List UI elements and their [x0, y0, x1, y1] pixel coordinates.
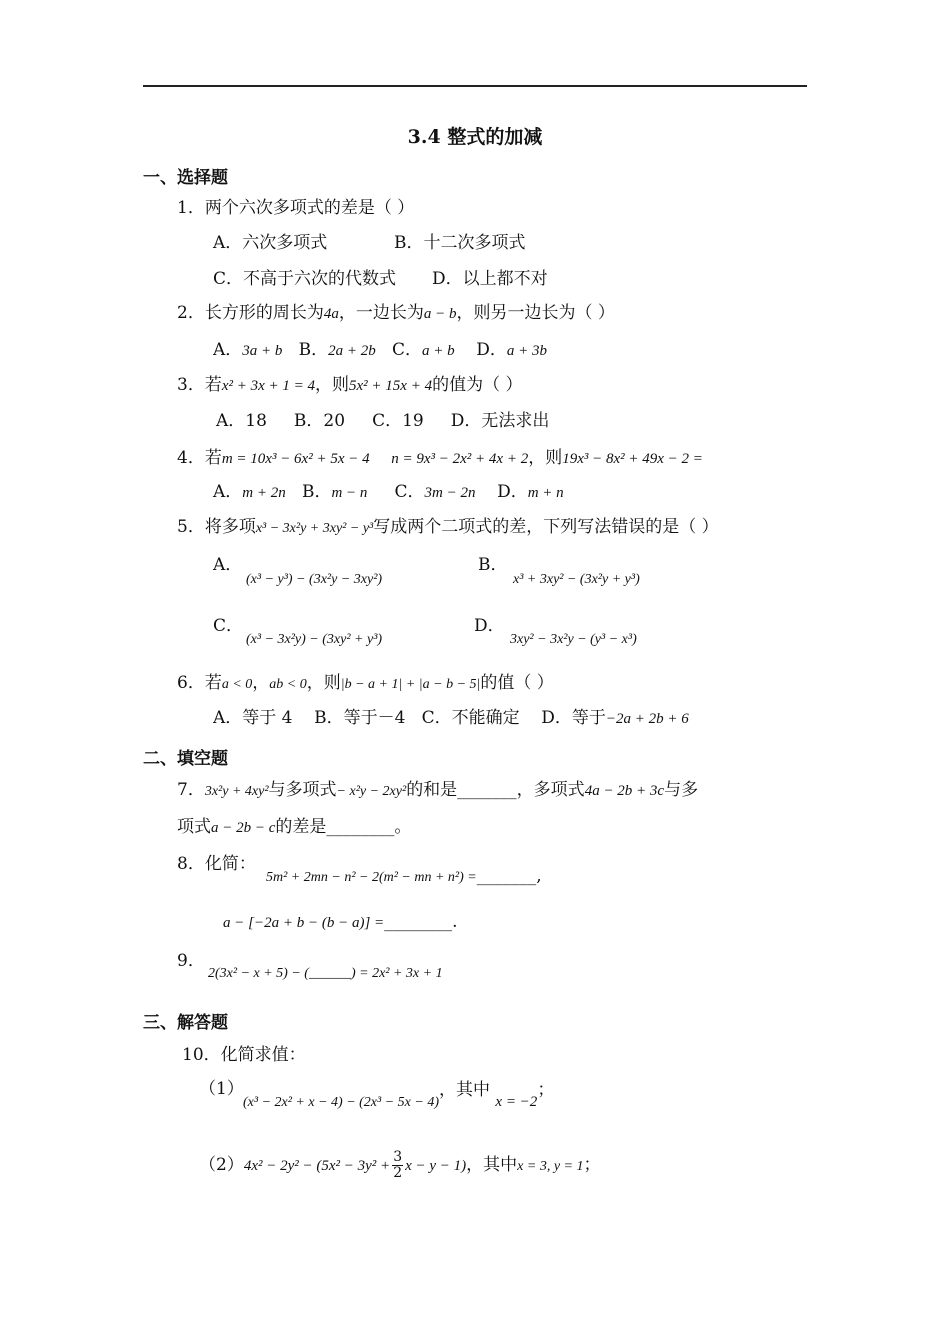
- q2-a-expr: 3a + b: [242, 343, 283, 359]
- q6-options-text: A．等于 4 B．等于－4 C．不能确定 D．等于: [213, 708, 606, 728]
- q2-c-label: C．: [391, 340, 422, 360]
- section-solve: 三、解答题: [143, 1013, 228, 1033]
- q6-expr-ab: ab < 0: [269, 677, 307, 692]
- fraction-numerator: 3: [393, 1149, 403, 1165]
- q1-option-d: D．以上都不对: [432, 269, 548, 289]
- q8-expr1: 5m² + 2mn − n² − 2(m² − mn + n²) =: [266, 870, 477, 885]
- q5-b-label: B．: [478, 555, 508, 575]
- q8-line1: [266, 864, 542, 890]
- q4-stem: [177, 446, 703, 471]
- q5-a-expr: (x³ − y³) − (3x²y − 3xy²): [246, 572, 383, 587]
- q10-p2-cond: x = 3, y = 1: [517, 1159, 584, 1174]
- q10-p1-cond: x = −2: [495, 1094, 538, 1110]
- fraction-three-halves: [392, 1150, 403, 1181]
- q5-stem-pre: 5．将多项: [177, 517, 256, 537]
- q7-line2-post: 的差是________。: [275, 817, 412, 837]
- q7-expr2: − x²y − 2xy²: [336, 784, 407, 799]
- q6-stem-pre: 6．若: [177, 673, 222, 693]
- q2-stem: [177, 301, 615, 326]
- q10-p2-end: ；: [583, 1155, 601, 1175]
- q5-d-label: D．: [474, 616, 505, 636]
- section-multiple-choice: 一、选择题: [143, 168, 228, 188]
- q6-expr-abs: |b − a + 1| + |a − b − 5|: [340, 677, 481, 692]
- q10-p1-expr: (x³ − 2x² + x − 4) − (2x³ − 5x − 4): [243, 1095, 439, 1110]
- q4-b-label: B．: [301, 482, 332, 502]
- q2-stem-pre: 2．长方形的周长为: [177, 303, 324, 323]
- q4-d-label: D．: [497, 482, 528, 502]
- q8-blank2: ________.: [384, 912, 458, 932]
- q4-b-expr: m − n: [331, 485, 368, 501]
- q4-c-label: C．: [394, 482, 425, 502]
- q8-label: 8．化简：: [177, 854, 256, 874]
- q4-expr-m: m = 10x³ − 6x² + 5x − 4: [221, 451, 370, 467]
- q7-expr3: 4a − 2b + 3c: [584, 783, 665, 799]
- q3-options: A．18 B．20 C．19 D．无法求出: [216, 411, 550, 431]
- q6-d-expr: −2a + 2b + 6: [605, 711, 689, 727]
- q7-t3: 与多: [664, 780, 699, 800]
- q3-stem-pre: 3．若: [177, 375, 222, 395]
- q10-p1-label: （1）: [199, 1079, 244, 1099]
- q7-expr1: 3x²y + 4xy²: [204, 784, 269, 799]
- q2-d-expr: a + 3b: [506, 343, 547, 359]
- q5-a-label: A．: [213, 555, 243, 575]
- q3-expr-target: 5x² + 15x + 4: [349, 378, 433, 394]
- q5-stem-post: 写成两个二项式的差，下列写法错误的是（ ）: [373, 517, 719, 537]
- q4-d-expr: m + n: [527, 485, 564, 501]
- q4-stem-mid: ，则: [528, 448, 563, 468]
- q6-stem-mid: ，则: [306, 673, 341, 693]
- q2-c-expr: a + b: [421, 343, 455, 359]
- q8-line2: [223, 910, 458, 935]
- q5-a-expr-wrap: [246, 566, 382, 592]
- q5-c-label: C．: [213, 616, 244, 636]
- q6-expr-a: a < 0: [221, 677, 253, 692]
- q5-c-expr: (x³ − 3x²y) − (3xy² + y³): [246, 632, 383, 647]
- q10-p2: [199, 1150, 601, 1181]
- q10-p1: [243, 1078, 555, 1110]
- q4-options: [213, 480, 564, 505]
- q5-stem: [177, 515, 719, 541]
- q8-blank1: _______,: [476, 866, 542, 886]
- q8-expr2: a − [−2a + b − (b − a)] =: [223, 915, 385, 931]
- q2-options: [213, 338, 547, 363]
- q4-a-expr: m + 2n: [242, 485, 286, 501]
- q10-p2-expr-a: 4x² − 2y² − (5x² − 3y² +: [243, 1158, 391, 1174]
- q6-options: [213, 706, 689, 731]
- q2-b-expr: 2a + 2b: [328, 343, 376, 359]
- q2-d-label: D．: [476, 340, 507, 360]
- q7-t2: 的和是_______，多项式: [406, 780, 585, 800]
- q10-stem: 10．化简求值：: [182, 1045, 306, 1065]
- q2-b-label: B．: [298, 340, 329, 360]
- q7-line2-pre: 项式: [177, 817, 211, 837]
- q9-expr: 2(3x² − x + 5) − (______) = 2x² + 3x + 1: [208, 966, 443, 981]
- q2-stem-mid: ，一边长为: [338, 303, 424, 323]
- q2-expr-perimeter: 4a: [323, 306, 339, 322]
- q3-expr-given: x² + 3x + 1 = 4: [221, 378, 316, 394]
- q10-p2-mid: ，其中: [466, 1155, 518, 1175]
- q7-t1: 与多项式: [268, 780, 337, 800]
- q5-expr-poly: x³ − 3x²y + 3xy² − y³: [255, 521, 374, 536]
- section-fill-blank: 二、填空题: [143, 749, 228, 769]
- q4-expr-target: 19x³ − 8x² + 49x − 2 =: [562, 451, 703, 467]
- q5-d-expr: 3xy² − 3x²y − (y³ − x³): [510, 632, 637, 647]
- q10-p2-label: （2）: [199, 1155, 244, 1175]
- q7-expr4: a − 2b − c: [211, 820, 276, 836]
- page-title: 3.4 整式的加减: [407, 126, 543, 148]
- q4-expr-n: n = 9x³ − 2x² + 4x + 2: [391, 451, 529, 467]
- q5-d-expr-wrap: [510, 626, 637, 652]
- q10-p1-end: ；: [537, 1080, 555, 1100]
- q4-c-expr: 3m − 2n: [424, 485, 476, 501]
- q10-p1-mid: ，其中: [439, 1080, 490, 1100]
- q7-line2: [177, 815, 411, 840]
- fraction-denominator: 2: [393, 1165, 403, 1181]
- q9-line: [208, 960, 443, 986]
- q5-b-expr: x³ + 3xy² − (3x²y + y³): [513, 572, 640, 587]
- q3-stem: [177, 373, 522, 398]
- q7-line1: [177, 778, 698, 804]
- q4-a-label: A．: [213, 482, 243, 502]
- q6-stem-post: 的值（ ）: [480, 673, 554, 693]
- q1-option-a: A．六次多项式: [213, 233, 328, 253]
- q2-a-label: A．: [213, 340, 243, 360]
- q7-num: 7．: [177, 780, 205, 800]
- q1-option-b: B．十二次多项式: [394, 233, 526, 253]
- q6-sep: ，: [252, 673, 270, 693]
- q3-stem-post: 的值为（ ）: [432, 375, 523, 395]
- q1-option-c: C．不高于六次的代数式: [213, 269, 397, 289]
- q9-label: 9．: [177, 951, 205, 971]
- q5-b-expr-wrap: [513, 566, 640, 592]
- q2-expr-side: a − b: [423, 306, 457, 322]
- q6-stem: [177, 671, 554, 697]
- q10-p2-expr-b: x − y − 1): [405, 1158, 467, 1174]
- q1-stem: 1．两个六次多项式的差是（ ）: [177, 198, 415, 218]
- q4-stem-pre: 4．若: [177, 448, 222, 468]
- q2-stem-post: ，则另一边长为（ ）: [456, 303, 615, 323]
- header-rule: [143, 85, 807, 87]
- q3-stem-mid: ，则: [315, 375, 350, 395]
- q5-c-expr-wrap: [246, 626, 382, 652]
